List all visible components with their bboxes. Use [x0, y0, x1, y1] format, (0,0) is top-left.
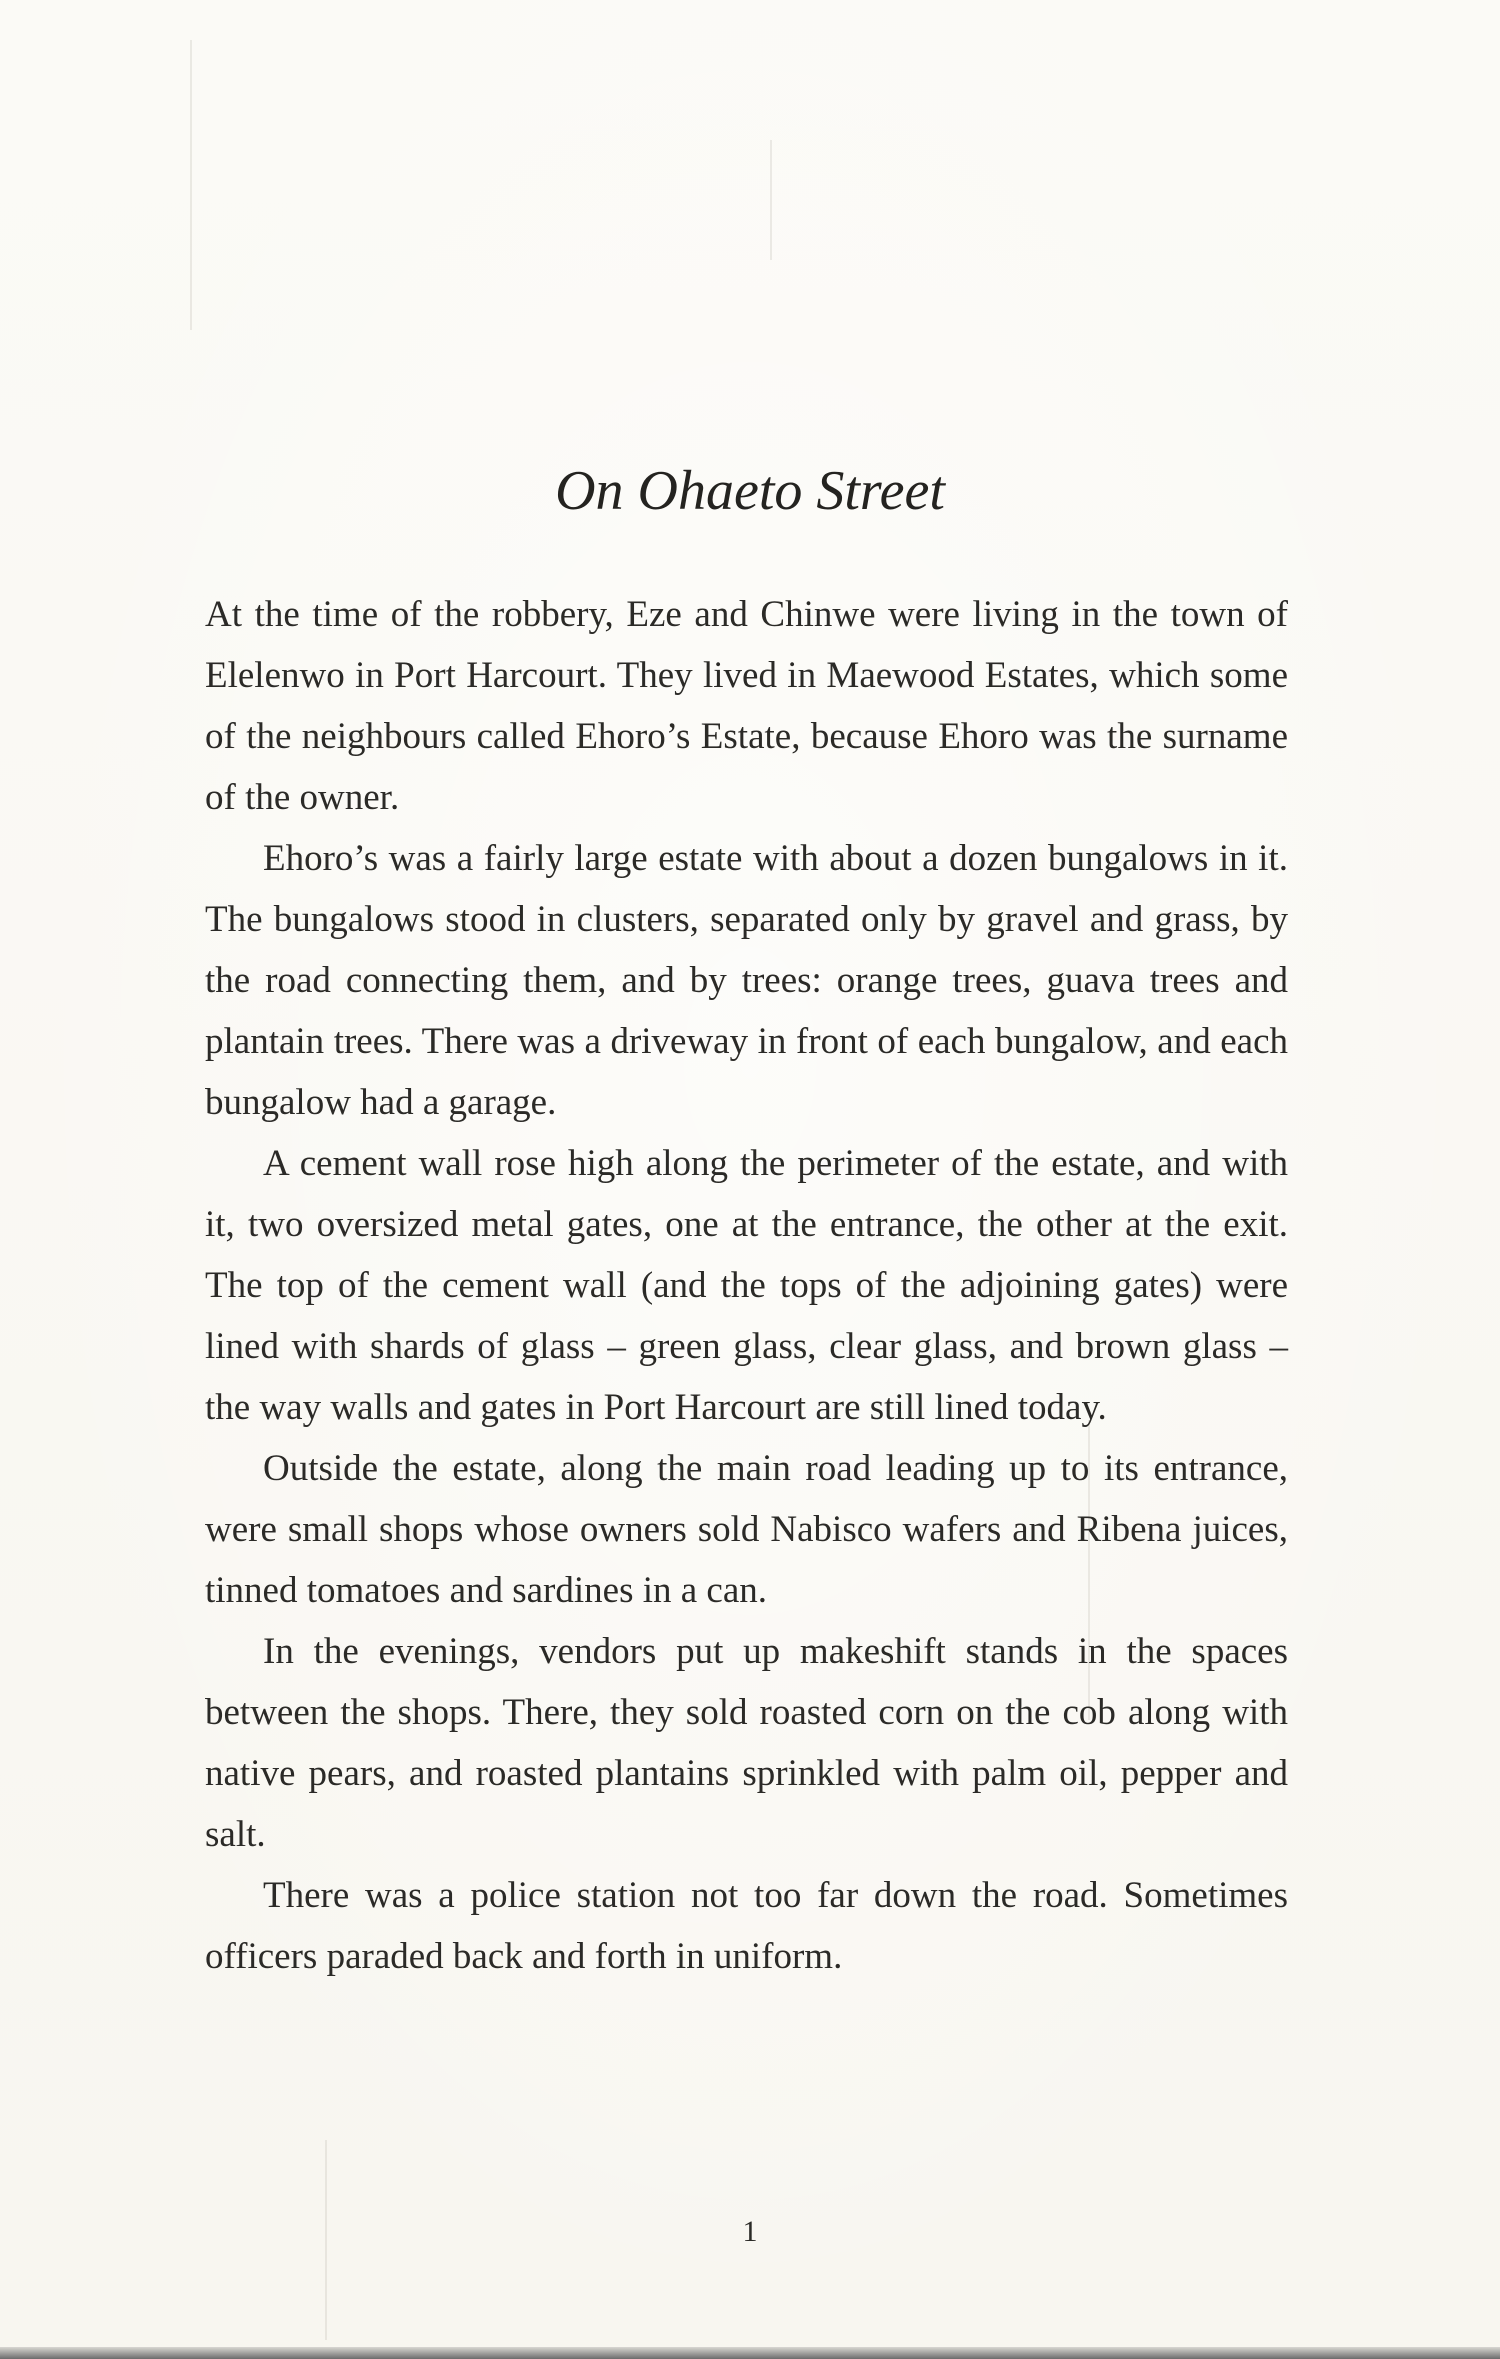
page-number: 1: [742, 2215, 758, 2248]
body-text: [205, 584, 1288, 1987]
page-bottom-edge: [0, 2347, 1500, 2359]
paragraph: At the time of the robbery, Eze and Chinwe were living in the town of Elelenwo in Port Harcourt. They lived in Maewood Estates, which some of the neighbours called Ehoro’s Estate, because Ehoro was the surname of the owner.: [205, 594, 1288, 818]
scan-mark: [190, 40, 192, 330]
paragraph: There was a police station not too far down the road. Sometimes officers paraded back and forth in uniform.: [205, 1875, 1288, 1977]
chapter-title: On Ohaeto Street: [555, 460, 945, 522]
paragraph: Outside the estate, along the main road leading up to its entrance, were small shops whose owners sold Nabisco wafers and Ribena juices, tinned tomatoes and sardines in a can.: [205, 1448, 1288, 1611]
paragraph: In the evenings, vendors put up makeshift stands in the spaces between the shops. There, they sold roasted corn on the cob along with native pears, and roasted plantains sprinkled with palm oil, pepper and salt.: [205, 1631, 1288, 1855]
paragraph: A cement wall rose high along the perimeter of the estate, and with it, two oversized metal gates, one at the entrance, the other at the exit. The top of the cement wall (and the tops of the adjoining gates) were lined with shards of glass – green glass, clear glass, and brown glass – the way walls and gates in Port Harcourt are still lined today.: [205, 1143, 1288, 1428]
paragraph: Ehoro’s was a fairly large estate with about a dozen bungalows in it. The bungalows stood in clusters, separated only by gravel and grass, by the road connecting them, and by trees: orange trees, guava trees and plantain trees. There was a driveway in front of each bungalow, and each bungalow had a garage.: [205, 838, 1288, 1123]
scan-mark: [770, 140, 772, 260]
